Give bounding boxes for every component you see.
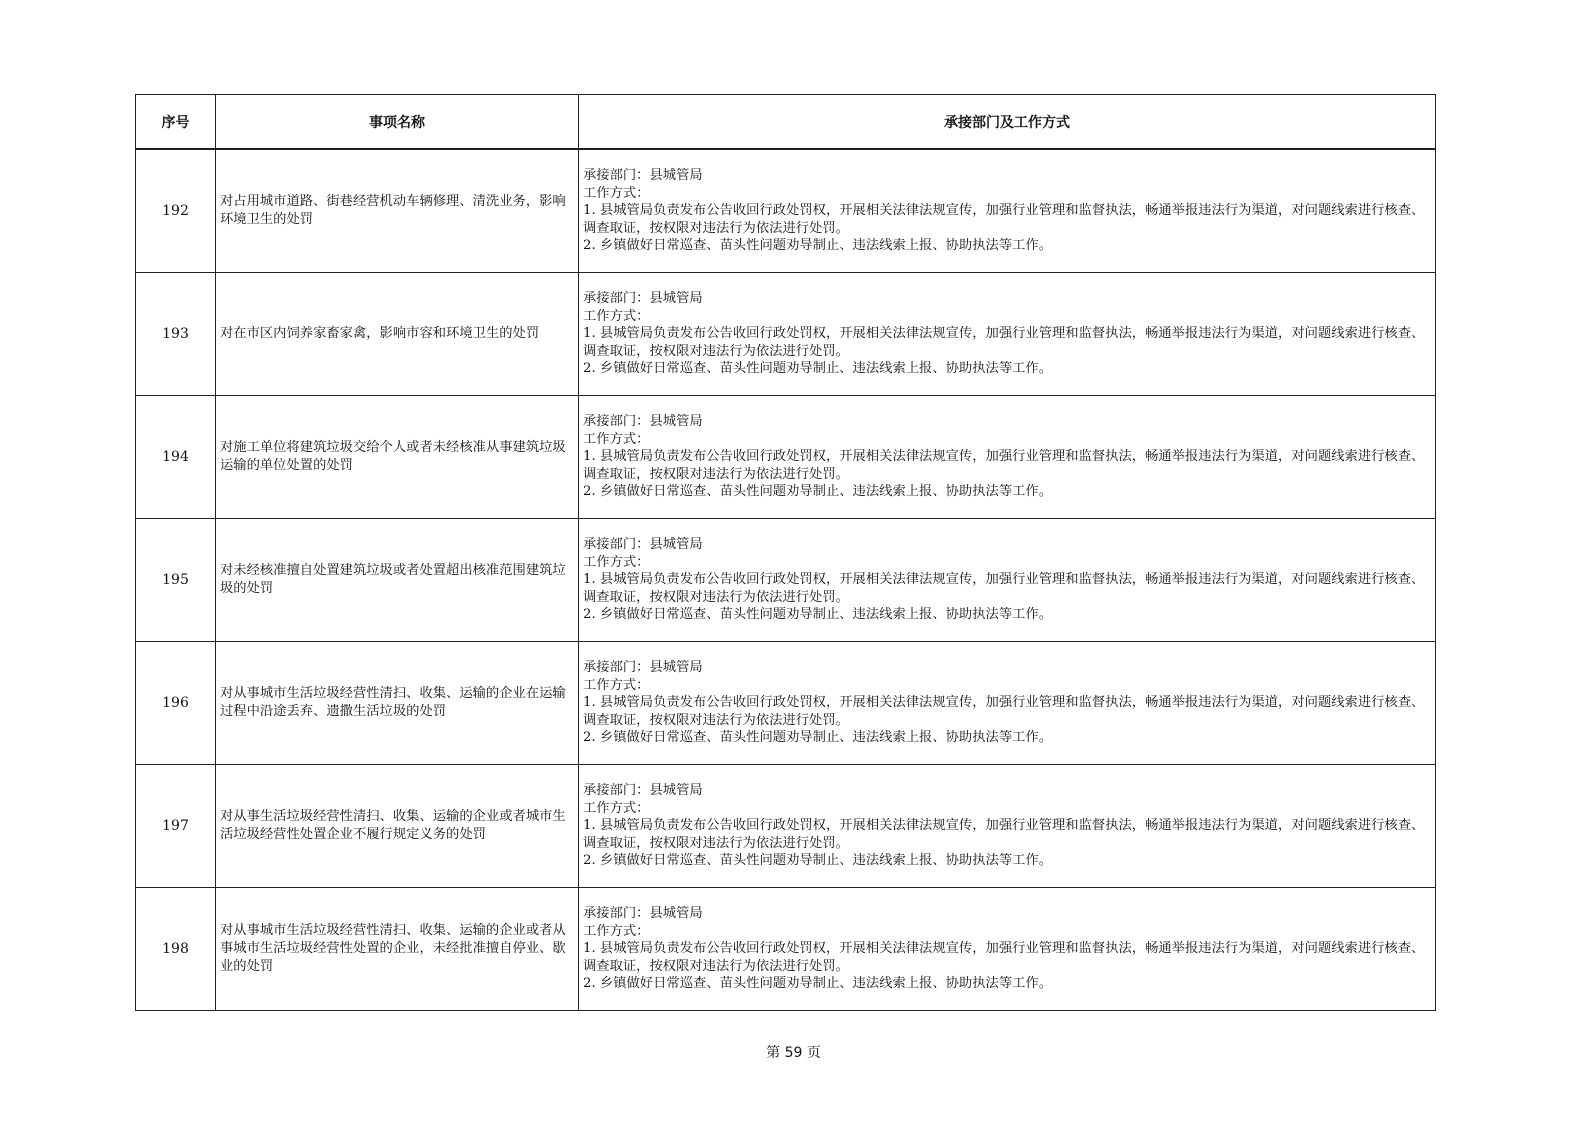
row-department-method [579,642,1436,765]
method-label: 工作方式： [583,185,650,201]
department-line: 承接部门：县城管局 [583,168,703,184]
method-item-1: 1. 县城管局负责发布公告收回行政处罚权，开展相关法律法规宣传，加强行业管理和监督执法，畅通举报违法行为渠道，对问题线索进行核查、调查取证，按权限对违法行为依法进行处罚。 [583,449,1425,482]
method-label: 工作方式： [583,431,650,447]
row-number: 195 [136,519,216,642]
table-row [136,273,1436,396]
items-table [135,94,1436,1011]
department-line: 承接部门：县城管局 [583,783,703,799]
method-item-2: 2. 乡镇做好日常巡查、苗头性问题劝导制止、违法线索上报、协助执法等工作。 [583,607,1053,623]
method-item-2: 2. 乡镇做好日常巡查、苗头性问题劝导制止、违法线索上报、协助执法等工作。 [583,853,1053,869]
method-item-2: 2. 乡镇做好日常巡查、苗头性问题劝导制止、违法线索上报、协助执法等工作。 [583,361,1053,377]
table-row [136,888,1436,1011]
method-item-1: 1. 县城管局负责发布公告收回行政处罚权，开展相关法律法规宣传，加强行业管理和监督执法，畅通举报违法行为渠道，对问题线索进行核查、调查取证，按权限对违法行为依法进行处罚。 [583,203,1425,236]
row-number: 193 [136,273,216,396]
row-department-method [579,519,1436,642]
method-item-2: 2. 乡镇做好日常巡查、苗头性问题劝导制止、违法线索上报、协助执法等工作。 [583,976,1053,992]
table-header-row [136,95,1436,150]
table-row [136,396,1436,519]
table-row [136,519,1436,642]
method-item-1: 1. 县城管局负责发布公告收回行政处罚权，开展相关法律法规宣传，加强行业管理和监督执法，畅通举报违法行为渠道，对问题线索进行核查、调查取证，按权限对违法行为依法进行处罚。 [583,695,1425,728]
method-item-2: 2. 乡镇做好日常巡查、苗头性问题劝导制止、违法线索上报、协助执法等工作。 [583,484,1053,500]
department-line: 承接部门：县城管局 [583,291,703,307]
table-row [136,642,1436,765]
method-label: 工作方式： [583,308,650,324]
method-item-1: 1. 县城管局负责发布公告收回行政处罚权，开展相关法律法规宣传，加强行业管理和监督执法，畅通举报违法行为渠道，对问题线索进行核查、调查取证，按权限对违法行为依法进行处罚。 [583,941,1425,974]
row-item-name: 对从事城市生活垃圾经营性清扫、收集、运输的企业在运输过程中沿途丢弃、遗撒生活垃圾的处罚 [216,642,579,765]
header-item-name: 事项名称 [216,95,579,150]
method-item-1: 1. 县城管局负责发布公告收回行政处罚权，开展相关法律法规宣传，加强行业管理和监督执法，畅通举报违法行为渠道，对问题线索进行核查、调查取证，按权限对违法行为依法进行处罚。 [583,326,1425,359]
department-line: 承接部门：县城管局 [583,414,703,430]
row-item-name: 对从事生活垃圾经营性清扫、收集、运输的企业或者城市生活垃圾经营性处置企业不履行规定义务的处罚 [216,765,579,888]
row-item-name: 对占用城市道路、街巷经营机动车辆修理、清洗业务，影响环境卫生的处罚 [216,149,579,273]
header-serial-number: 序号 [136,95,216,150]
department-line: 承接部门：县城管局 [583,660,703,676]
method-label: 工作方式： [583,554,650,570]
method-item-1: 1. 县城管局负责发布公告收回行政处罚权，开展相关法律法规宣传，加强行业管理和监督执法，畅通举报违法行为渠道，对问题线索进行核查、调查取证，按权限对违法行为依法进行处罚。 [583,818,1425,851]
method-label: 工作方式： [583,800,650,816]
row-item-name: 对施工单位将建筑垃圾交给个人或者未经核准从事建筑垃圾运输的单位处置的处罚 [216,396,579,519]
row-number: 197 [136,765,216,888]
method-item-1: 1. 县城管局负责发布公告收回行政处罚权，开展相关法律法规宣传，加强行业管理和监督执法，畅通举报违法行为渠道，对问题线索进行核查、调查取证，按权限对违法行为依法进行处罚。 [583,572,1425,605]
row-number: 192 [136,149,216,273]
table-row [136,765,1436,888]
row-item-name: 对在市区内饲养家畜家禽，影响市容和环境卫生的处罚 [216,273,579,396]
header-department-method: 承接部门及工作方式 [579,95,1436,150]
row-department-method [579,765,1436,888]
row-department-method [579,396,1436,519]
row-department-method [579,149,1436,273]
method-item-2: 2. 乡镇做好日常巡查、苗头性问题劝导制止、违法线索上报、协助执法等工作。 [583,730,1053,746]
row-number: 198 [136,888,216,1011]
page-number: 第 59 页 [766,1045,821,1061]
department-line: 承接部门：县城管局 [583,537,703,553]
row-department-method [579,888,1436,1011]
row-department-method [579,273,1436,396]
row-item-name: 对未经核准擅自处置建筑垃圾或者处置超出核准范围建筑垃圾的处罚 [216,519,579,642]
department-line: 承接部门：县城管局 [583,906,703,922]
table-row [136,149,1436,273]
method-item-2: 2. 乡镇做好日常巡查、苗头性问题劝导制止、违法线索上报、协助执法等工作。 [583,238,1053,254]
row-number: 196 [136,642,216,765]
method-label: 工作方式： [583,923,650,939]
row-number: 194 [136,396,216,519]
row-item-name: 对从事城市生活垃圾经营性清扫、收集、运输的企业或者从事城市生活垃圾经营性处置的企业，未经批准擅自停业、歇业的处罚 [216,888,579,1011]
method-label: 工作方式： [583,677,650,693]
